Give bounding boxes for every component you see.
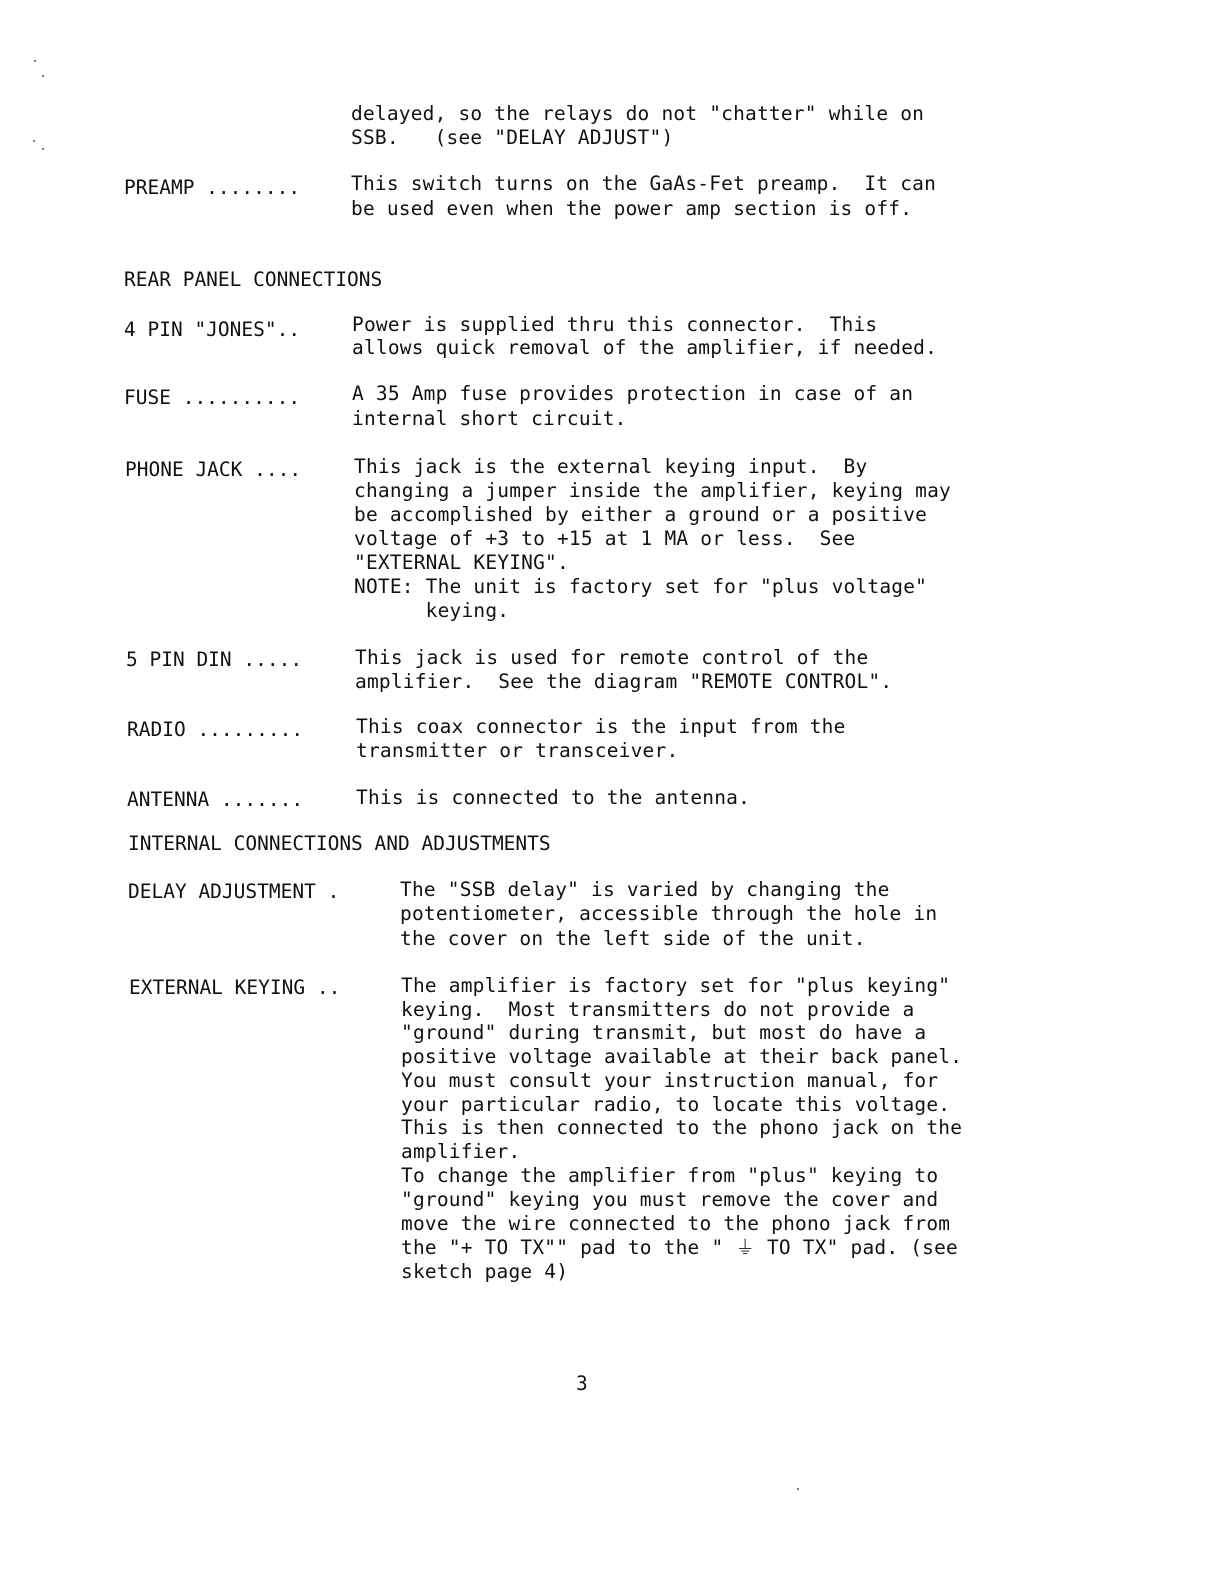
internal-heading: INTERNAL CONNECTIONS AND ADJUSTMENTS <box>128 832 551 855</box>
fuse-line: internal short circuit. <box>352 407 627 430</box>
fuse-label: FUSE .......... <box>124 386 301 409</box>
din-label: 5 PIN DIN ..... <box>126 648 303 671</box>
phone-jack-line: be accomplished by either a ground or a positive <box>354 503 928 526</box>
scan-speck <box>33 140 35 142</box>
phone-jack-note: NOTE: The unit is factory set for "plus voltage" <box>354 575 928 598</box>
antenna-line: This is connected to the antenna. <box>356 786 751 809</box>
external-keying-line: move the wire connected to the phono jack from <box>401 1212 951 1235</box>
jones-line: allows quick removal of the amplifier, if needed. <box>352 336 938 359</box>
radio-line: This coax connector is the input from the <box>356 715 846 738</box>
external-keying-line: sketch page 4) <box>401 1260 569 1283</box>
din-line: amplifier. See the diagram "REMOTE CONTROL". <box>355 670 893 693</box>
fuse-line: A 35 Amp fuse provides protection in case of an <box>352 382 914 405</box>
external-keying-line: This is then connected to the phono jack on the <box>401 1116 963 1139</box>
antenna-label: ANTENNA ....... <box>127 788 304 811</box>
phone-jack-line: "EXTERNAL KEYING". <box>354 551 569 574</box>
external-keying-line: the "+ TO TX"" pad to the " ⏚ TO TX" pad. (see <box>401 1236 958 1259</box>
external-keying-line: You must consult your instruction manual, for <box>401 1069 939 1092</box>
external-keying-line: positive voltage available at their back panel. <box>401 1045 963 1068</box>
scan-speck <box>34 60 36 62</box>
external-keying-label: EXTERNAL KEYING .. <box>129 976 341 999</box>
preamp-line: be used even when the power amp section is off. <box>351 197 913 220</box>
external-keying-line: your particular radio, to locate this voltage. <box>401 1093 951 1116</box>
preamp-label: PREAMP ........ <box>124 176 301 199</box>
preamp-line: This switch turns on the GaAs-Fet preamp. It can <box>351 172 937 195</box>
page-number: 3 <box>576 1372 588 1395</box>
radio-line: transmitter or transceiver. <box>356 739 679 762</box>
external-keying-line: keying. Most transmitters do not provide a <box>401 998 915 1021</box>
jones-label: 4 PIN "JONES".. <box>124 318 301 341</box>
phone-jack-label: PHONE JACK .... <box>125 458 302 481</box>
scan-speck <box>42 148 44 150</box>
delay-adjustment-line: potentiometer, accessible through the hole in <box>400 902 938 925</box>
external-keying-line: amplifier. <box>401 1140 521 1163</box>
radio-label: RADIO ......... <box>127 718 304 741</box>
external-keying-line: "ground" during transmit, but most do have a <box>401 1021 927 1044</box>
delay-adjustment-label: DELAY ADJUSTMENT . <box>128 880 340 903</box>
phone-jack-line: This jack is the external keying input. By <box>354 455 868 478</box>
external-keying-line: To change the amplifier from "plus" keying to <box>401 1164 939 1187</box>
intro-line: delayed, so the relays do not "chatter" while on <box>351 102 925 125</box>
intro-line: SSB. (see "DELAY ADJUST") <box>351 126 674 149</box>
din-line: This jack is used for remote control of the <box>355 646 869 669</box>
scan-speck <box>42 75 44 77</box>
external-keying-line: The amplifier is factory set for "plus keying" <box>401 974 951 997</box>
external-keying-line: "ground" keying you must remove the cover and <box>401 1188 939 1211</box>
rear-panel-heading: REAR PANEL CONNECTIONS <box>124 268 383 291</box>
delay-adjustment-line: the cover on the left side of the unit. <box>400 927 866 950</box>
phone-jack-line: changing a jumper inside the amplifier, keying may <box>354 479 951 502</box>
phone-jack-line: voltage of +3 to +15 at 1 MA or less. See <box>354 527 856 550</box>
scan-speck <box>797 1488 799 1490</box>
jones-line: Power is supplied thru this connector. This <box>352 313 878 336</box>
phone-jack-note: keying. <box>354 599 510 622</box>
delay-adjustment-line: The "SSB delay" is varied by changing the <box>400 878 890 901</box>
